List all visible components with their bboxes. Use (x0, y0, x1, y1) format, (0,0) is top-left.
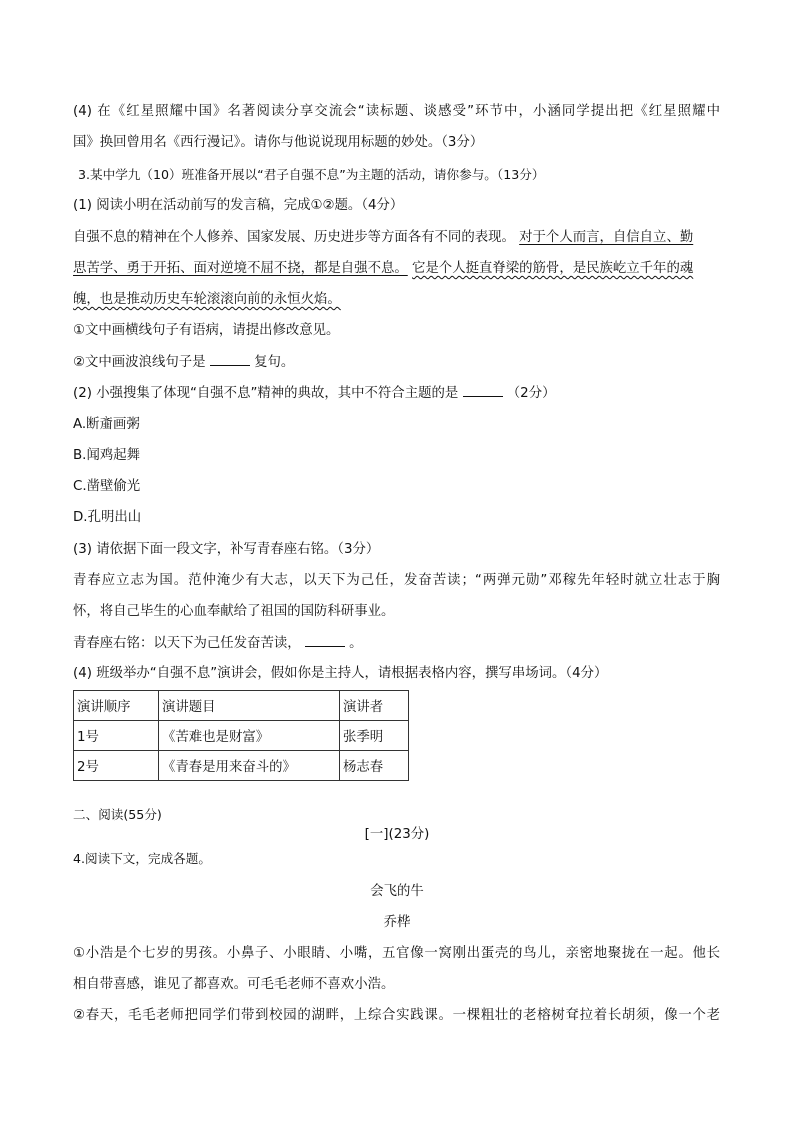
table-row (74, 721, 409, 751)
underlined-sentence: 对于个人而言，自信自立、勤 (519, 230, 694, 245)
article-para-2-line-1: ②春天，毛毛老师把同学们带到校园的湖畔，上综合实践课。一棵粗壮的老榕树耷拉着长胡须，像一个老 (73, 1008, 720, 1023)
speech-text: 自强不息的精神在个人修养、国家发展、历史进步等方面各有不同的表现。 (73, 230, 515, 245)
article-para-1-line-1: ①小浩是个七岁的男孩。小鼻子、小眼睛、小嘴，五官像一窝刚出蛋壳的鸟儿，亲密地聚拢在一起。他长 (73, 946, 720, 961)
option-d: D.孔明出山 (73, 510, 142, 525)
table-cell: 2号 (74, 751, 159, 781)
article-author: 乔桦 (383, 915, 411, 930)
section-2-title: 二、阅读(55分) (73, 807, 162, 822)
q3-part3-heading: (3) 请依据下面一段文字，补写青春座右铭。（3分） (73, 542, 380, 557)
section-2-subtitle: [一](23分) (364, 827, 430, 842)
underlined-sentence: 思苦学、勇于开拓、面对逆境不屈不挠，都是自强不息。 (73, 261, 408, 276)
question-4-title: 4.阅读下文，完成各题。 (73, 851, 211, 866)
article-title: 会飞的牛 (370, 884, 424, 899)
sub-question-2 (73, 353, 294, 372)
table-cell: 张季明 (340, 721, 409, 751)
table-cell: 《青春是用来奋斗的》 (159, 751, 340, 781)
option-b: B.闻鸡起舞 (73, 448, 141, 463)
table-header-row (74, 691, 409, 721)
q3-part2-heading (73, 384, 556, 403)
motto-line (73, 634, 363, 653)
speech-line-3 (73, 291, 341, 309)
q4-sub-line-1: (4) 在《红星照耀中国》名著阅读分享交流会“读标题、谈感受”环节中，小涵同学提出把《红星照耀中 (73, 104, 720, 119)
table-cell: 《苦难也是财富》 (159, 721, 340, 751)
question-3-title: 3.某中学九（10）班准备开展以“君子自强不息”为主题的活动，请你参与。（13分） (78, 167, 545, 182)
article-para-1-line-2: 相自带喜感，谁见了都喜欢。可毛毛老师不喜欢小浩。 (73, 977, 395, 992)
table-header-cell: 演讲题目 (159, 691, 340, 721)
speech-schedule-table (73, 690, 409, 781)
speech-line-1 (73, 229, 693, 247)
table-header-cell: 演讲顺序 (74, 691, 159, 721)
part2-score: （2分） (506, 386, 556, 401)
q3-part1-heading: (1) 阅读小明在活动前写的发言稿，完成①②题。（4分） (73, 198, 404, 213)
option-a: A.断齑画粥 (73, 417, 140, 432)
table-cell: 1号 (74, 721, 159, 751)
wavy-sentence: 魄，也是推动历史车轮滚滚向前的永恒火焰。 (73, 292, 341, 307)
q4-sub-line-2: 国》换回曾用名《西行漫记》。请你与他说说现用标题的妙处。（3分） (73, 135, 484, 150)
part3-text-line-1: 青春应立志为国。范仲淹少有大志，以天下为己任，发奋苦读；“两弹元勋”邓稼先年轻时就立壮志于胸 (73, 573, 720, 588)
motto-suffix: 。 (349, 636, 363, 651)
sub-question-2-text: ②文中画波浪线句子是 (73, 355, 206, 370)
sub-question-1: ①文中画横线句子有语病，请提出修改意见。 (73, 323, 340, 338)
table-row (74, 751, 409, 781)
motto-text: 青春座右铭：以天下为己任发奋苦读， (73, 636, 301, 651)
wavy-sentence: 它是个人挺直脊梁的筋骨，是民族屹立千年的魂 (412, 261, 694, 276)
q3-part4-heading: (4) 班级举办“自强不息”演讲会，假如你是主持人，请根据表格内容，撰写串场词。（4分） (73, 666, 608, 681)
answer-blank[interactable] (210, 353, 250, 366)
option-c: C.凿壁偷光 (73, 479, 141, 494)
part2-text: (2) 小强搜集了体现“自强不息”精神的典故，其中不符合主题的是 (73, 386, 459, 401)
table-cell: 杨志春 (340, 751, 409, 781)
part3-text-line-2: 怀，将自己毕生的心血奉献给了祖国的国防科研事业。 (73, 604, 395, 619)
answer-blank[interactable] (463, 384, 503, 397)
answer-blank[interactable] (305, 634, 345, 647)
sub-question-2-suffix: 复句。 (254, 355, 295, 370)
table-header-cell: 演讲者 (340, 691, 409, 721)
speech-line-2 (73, 260, 693, 278)
